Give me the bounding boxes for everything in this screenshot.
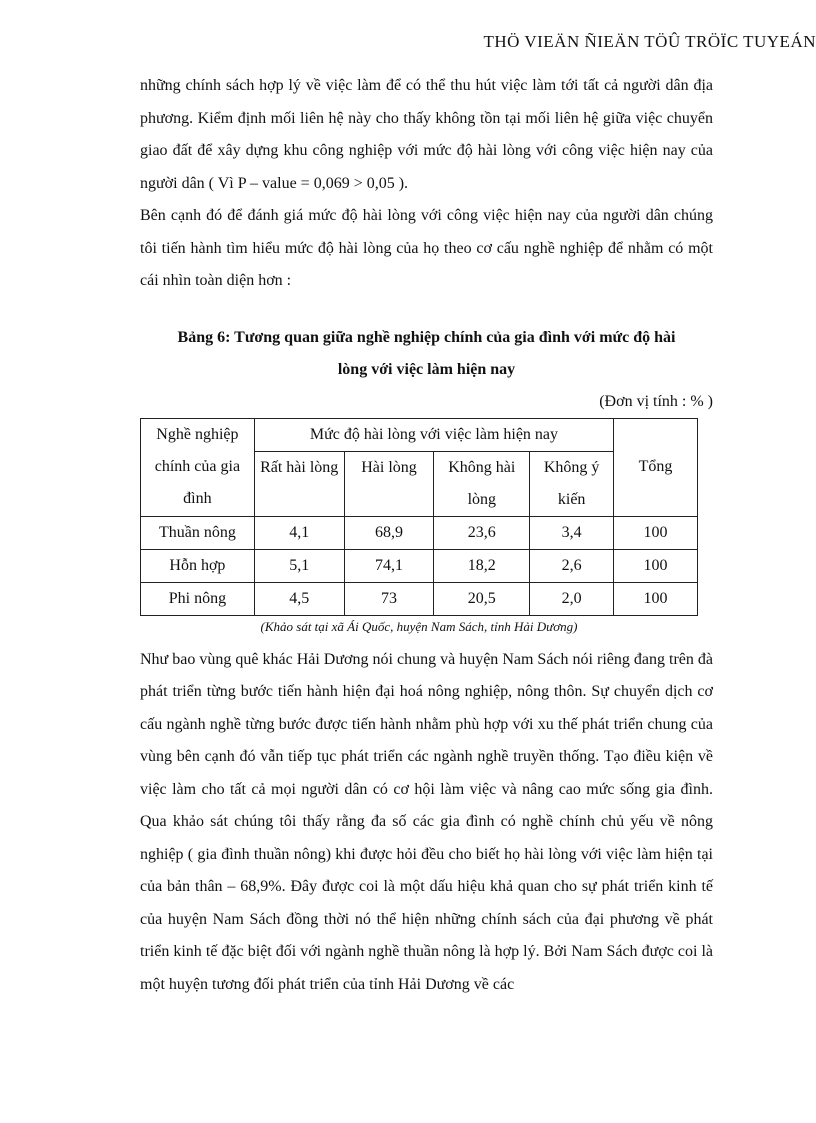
header-satisfaction-group: Mức độ hài lòng với việc làm hiện nay: [254, 418, 613, 451]
table-cell: 2,0: [530, 582, 614, 615]
body-paragraph-3: Như bao vùng quê khác Hải Dương nói chung và huyện Nam Sách nói riêng đang trên đà phát triển từng bước tiến hành hiện đại hoá nông nghiệp, nông thôn. Sự chuyển dịch cơ cấu ngành nghề từng bước được tiến hành nhằm phù hợp với xu thế phát triển chung của vùng bên cạnh đó vẫn tiếp tục phát triển các ngành nghề truyền thống. Tạo điều kiện về việc làm cho tất cả mọi người dân có cơ hội làm việc và nâng cao mức sống gia đình. Qua khảo sát chúng tôi thấy rằng đa số các gia đình có nghề chính chủ yếu về nông nghiệp ( gia đình thuần nông) khi được hỏi đều cho biết họ hài lòng với việc làm hiện tại của bản thân – 68,9%. Đây được coi là một dấu hiệu khả quan cho sự phát triển kinh tế của huyện Nam Sách đồng thời nó thể hiện những chính sách của đại phương về phát triển kinh tế đặc biệt đối với ngành nghề thuần nông là hợp lý. Bởi Nam Sách được coi là một huyện tương đối phát triển của tỉnh Hải Dương về các: [140, 650, 713, 993]
table-cell: 23,6: [434, 516, 530, 549]
header-occupation: Nghề nghiệp chính của gia đình: [141, 418, 255, 516]
row-total: 100: [614, 516, 698, 549]
intro-paragraph-2: Bên cạnh đó để đánh giá mức độ hài lòng với công việc hiện nay của người dân chúng tôi tiến hành tìm hiểu mức độ hài lòng của họ theo cơ cấu nghề nghiệp để nhằm có một cái nhìn toàn diện hơn :: [140, 207, 713, 289]
row-total: 100: [614, 549, 698, 582]
header-total: Tổng: [614, 418, 698, 516]
table-title: [140, 322, 713, 386]
table-row: [141, 516, 698, 549]
subheader-satisfied: Hài lòng: [344, 451, 434, 516]
table-row: [141, 549, 698, 582]
table-cell: 4,5: [254, 582, 344, 615]
subheader-very-satisfied: Rất hài lòng: [254, 451, 344, 516]
table-unit: (Đơn vị tính : % ): [599, 392, 713, 410]
table-header-row: [141, 418, 698, 451]
table-cell: 5,1: [254, 549, 344, 582]
table-cell: 2,6: [530, 549, 614, 582]
row-label: Thuần nông: [141, 516, 255, 549]
row-total: 100: [614, 582, 698, 615]
satisfaction-table: [140, 418, 698, 616]
table-title-line-1: Bảng 6: Tương quan giữa nghề nghiệp chính của gia đình với mức độ hài: [177, 328, 676, 346]
table-cell: 3,4: [530, 516, 614, 549]
table-row: [141, 582, 698, 615]
table-cell: 4,1: [254, 516, 344, 549]
subheader-not-satisfied: Không hài lòng: [434, 451, 530, 516]
table-cell: 74,1: [344, 549, 434, 582]
table-cell: 20,5: [434, 582, 530, 615]
row-label: Phi nông: [141, 582, 255, 615]
page-content: [140, 70, 713, 1001]
subheader-no-opinion: Không ý kiến: [530, 451, 614, 516]
table-cell: 18,2: [434, 549, 530, 582]
table-cell: 73: [344, 582, 434, 615]
table-title-line-2: lòng với việc làm hiện nay: [337, 360, 516, 378]
table-source-note: (Khảo sát tại xã Ái Quốc, huyện Nam Sách, tỉnh Hải Dương): [260, 618, 578, 634]
row-label: Hỗn hợp: [141, 549, 255, 582]
table-cell: 68,9: [344, 516, 434, 549]
intro-paragraph-1: những chính sách hợp lý về việc làm để có thể thu hút việc làm tới tất cả người dân địa phương. Kiểm định mối liên hệ này cho thấy không tồn tại mối liên hệ giữa việc chuyển giao đất để xây dựng khu công nghiệp với mức độ hài lòng với công việc hiện nay của người dân ( Vì P – value = 0,069 > 0,05 ).: [140, 77, 713, 192]
running-header: THÖ VIEÄN ÑIEÄN TÖÛ TRÖÏC TUYEÁN: [483, 32, 816, 51]
